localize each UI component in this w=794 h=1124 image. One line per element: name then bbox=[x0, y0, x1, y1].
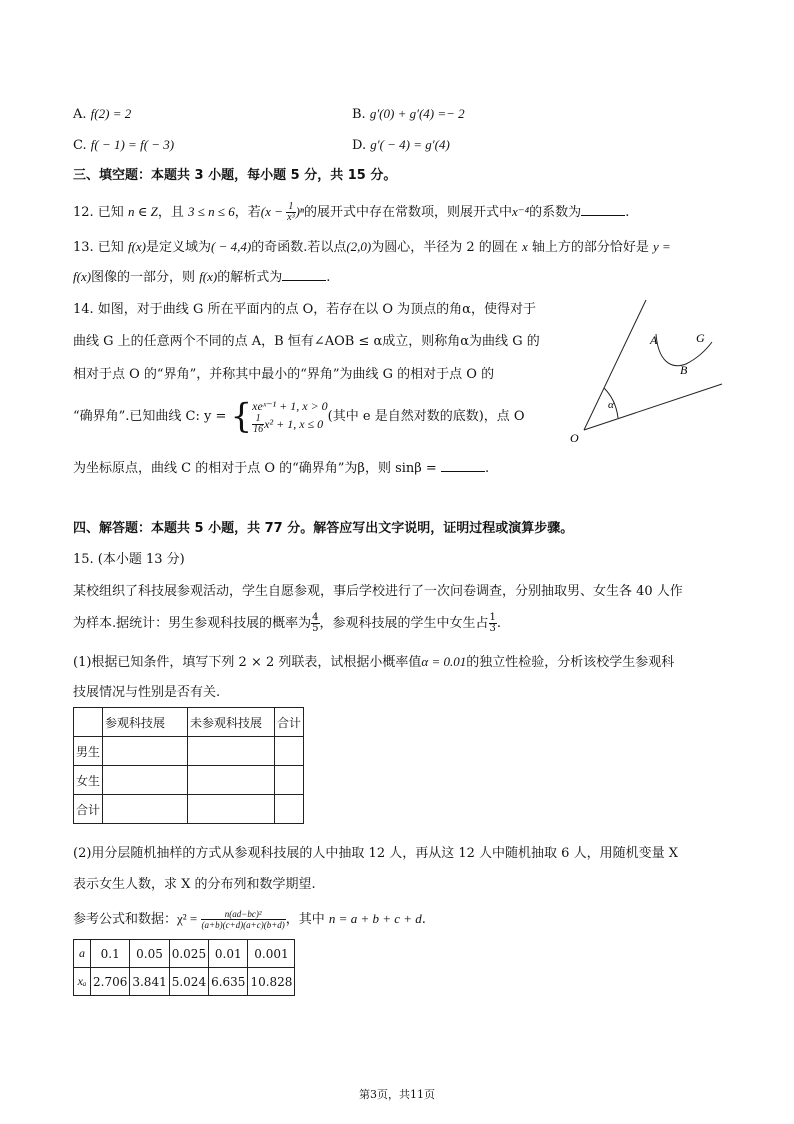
ref-text-b: ，其中 bbox=[285, 912, 329, 927]
q15-line-2 bbox=[73, 610, 501, 638]
q14-line-5 bbox=[73, 459, 489, 478]
q14-brace: { bbox=[230, 396, 253, 437]
figure-upper-ray bbox=[584, 300, 646, 430]
q13-math-2: ( − 4,4) bbox=[211, 239, 252, 254]
q15-text-2a: 为样本.据统计：男生参观科技展的概率为 bbox=[73, 616, 312, 631]
option-b bbox=[352, 106, 465, 122]
q14-line-4 bbox=[73, 398, 525, 436]
q13-math-3: (2,0) bbox=[346, 239, 372, 254]
table-cell[interactable] bbox=[103, 737, 188, 766]
q15-frac-2 bbox=[489, 613, 497, 634]
q15-frac-1-den: 5 bbox=[312, 623, 319, 634]
table-cell[interactable] bbox=[103, 795, 188, 824]
q15-part1-line-1 bbox=[73, 653, 674, 672]
q14-text-4b: (其中 e 是自然对数的底数)，点 O bbox=[327, 409, 525, 424]
option-c-expr: f( − 1) = f( − 3) bbox=[90, 137, 175, 152]
table-cell: 3.841 bbox=[130, 968, 169, 996]
table-row-label: 合计 bbox=[74, 795, 103, 824]
table-row bbox=[74, 766, 304, 795]
contingency-table bbox=[73, 707, 304, 824]
table-header-row bbox=[74, 708, 304, 737]
table-cell: xₐ bbox=[74, 968, 91, 996]
table-cell[interactable] bbox=[275, 795, 304, 824]
q15-frac-2-den: 3 bbox=[489, 623, 496, 634]
figure-label-alpha: α bbox=[608, 399, 614, 411]
table-row-label: 男生 bbox=[74, 737, 103, 766]
q12-text-5: 的系数为 bbox=[529, 205, 582, 220]
q12-math-4: x⁻⁴ bbox=[512, 204, 530, 219]
q13-math-7: f(x) bbox=[199, 269, 218, 284]
option-a-label: A. bbox=[73, 107, 87, 122]
q13-end: . bbox=[326, 270, 331, 285]
q15-line-1: 某校组织了科技展参观活动，学生自愿参观，事后学校进行了一次问卷调查，分别抽取男、女生各 40 人作 bbox=[73, 584, 683, 599]
figure-label-g: G bbox=[696, 331, 705, 345]
table-cell: 10.828 bbox=[248, 968, 295, 996]
q12-math-3b: )ⁿ bbox=[295, 204, 304, 219]
q14-answer-blank[interactable] bbox=[441, 459, 485, 472]
table-row bbox=[74, 795, 304, 824]
option-c-label: C. bbox=[73, 138, 87, 153]
table-cell[interactable] bbox=[275, 766, 304, 795]
table-cell: 6.635 bbox=[209, 968, 248, 996]
q14-frac-num: 1 bbox=[252, 414, 264, 425]
q15-reference bbox=[73, 902, 426, 937]
option-d bbox=[352, 137, 450, 153]
table-cell[interactable] bbox=[188, 737, 275, 766]
table-cell: 0.001 bbox=[248, 940, 295, 968]
q15-part2-line-2: 表示女生人数，求 X 的分布列和数学期望. bbox=[73, 877, 316, 892]
q12-math-2: 3 ≤ n ≤ 6 bbox=[187, 204, 235, 219]
q13-text-4: 为圆心，半径为 2 的圆在 bbox=[371, 240, 522, 255]
table-row bbox=[74, 968, 295, 996]
option-b-expr: g′(0) + g′(4) =− 2 bbox=[369, 106, 465, 121]
option-d-label: D. bbox=[352, 138, 367, 153]
table-cell[interactable] bbox=[103, 766, 188, 795]
figure-lower-ray bbox=[584, 384, 722, 430]
q15-part1-line-2: 技展情况与性别是否有关. bbox=[73, 685, 221, 700]
q13-text-3: 的奇函数.若以点 bbox=[251, 240, 347, 255]
q12-end: . bbox=[625, 205, 630, 220]
q14-line-2: 曲线 G 上的任意两个不同的点 A，B 恒有∠AOB ≤ α成立，则称角α为曲线 G 的 bbox=[73, 334, 540, 349]
q15-p1-text-b: 的独立性检验，分析该校学生参观科 bbox=[466, 655, 675, 670]
q12-frac-den: x³ bbox=[287, 212, 295, 223]
q15-heading: 15. (本小题 13 分) bbox=[73, 552, 185, 567]
section3-title: 三、填空题：本题共 3 小题，每小题 5 分，共 15 分。 bbox=[73, 168, 397, 183]
chi-frac-num: n(ad−bc)² bbox=[201, 909, 286, 920]
q14-line-3: 相对于点 O 的“界角”，并称其中最小的“界角”为曲线 G 的相对于点 O 的 bbox=[73, 367, 495, 382]
critical-values-table bbox=[73, 939, 295, 996]
q15-text-2c: . bbox=[496, 616, 502, 631]
q13-math-4: x bbox=[521, 239, 528, 254]
table-cell[interactable] bbox=[188, 795, 275, 824]
q12-math-1: n ∈ Z bbox=[127, 204, 158, 219]
option-b-label: B. bbox=[352, 107, 366, 122]
question-12 bbox=[73, 200, 629, 225]
q15-frac-1-num: 4 bbox=[312, 612, 319, 623]
q12-text-3: ，若 bbox=[234, 205, 261, 220]
q14-text-4a: “确界角”.已知曲线 C: y = bbox=[73, 409, 231, 424]
table-cell: 0.025 bbox=[169, 940, 208, 968]
table-row bbox=[74, 737, 304, 766]
option-c bbox=[73, 137, 174, 153]
q15-frac-2-num: 1 bbox=[489, 612, 496, 623]
q13-math-6: f(x) bbox=[73, 269, 92, 284]
q14-line-1: 14. 如图，对于曲线 G 所在平面内的点 O，若存在以 O 为顶点的角α，使得对于 bbox=[73, 302, 536, 317]
q14-piece-2-frac bbox=[252, 414, 264, 435]
q13-text-1: 13. 已知 bbox=[73, 240, 128, 255]
q14-piece-1: xeˣ⁻¹ + 1, x > 0 bbox=[252, 399, 328, 413]
chi-frac-den: (a+b)(c+d)(a+c)(b+d) bbox=[201, 920, 285, 930]
q12-answer-blank[interactable] bbox=[581, 203, 625, 216]
table-cell[interactable] bbox=[275, 737, 304, 766]
question-13-line-2 bbox=[73, 268, 330, 287]
q12-text-4: 的展开式中存在常数项，则展开式中 bbox=[304, 205, 513, 220]
q13-math-1: f(x) bbox=[127, 239, 146, 254]
table-corner-cell bbox=[74, 708, 103, 737]
q15-p1-math: α = 0.01 bbox=[421, 654, 467, 669]
table-row bbox=[74, 940, 295, 968]
q14-end: . bbox=[484, 461, 490, 476]
q13-text-2: 是定义域为 bbox=[146, 240, 212, 255]
ref-text-c: . bbox=[421, 912, 426, 927]
q12-text-1: 12. 已知 bbox=[73, 205, 128, 220]
table-header-cell: 参观科技展 bbox=[103, 708, 188, 737]
q13-text-6: 图像的一部分，则 bbox=[91, 270, 200, 285]
table-cell: 0.05 bbox=[130, 940, 169, 968]
figure-label-o: O bbox=[570, 431, 579, 445]
q15-text-2b: ，参观科技展的学生中女生占 bbox=[319, 616, 489, 631]
table-header-cell: 合计 bbox=[275, 708, 304, 737]
ref-math: n = a + b + c + d bbox=[328, 911, 422, 926]
q12-frac-num: 1 bbox=[286, 202, 295, 213]
chi-square-fraction bbox=[201, 909, 286, 930]
q12-fraction bbox=[286, 202, 295, 223]
q14-figure bbox=[560, 292, 730, 452]
option-a-expr: f(2) = 2 bbox=[90, 106, 132, 121]
q13-text-7: 的解析式为 bbox=[217, 270, 283, 285]
q14-piece-2: x² + 1, x ≤ 0 bbox=[264, 417, 324, 431]
table-cell: 2.706 bbox=[91, 968, 130, 996]
option-d-expr: g′( − 4) = g′(4) bbox=[370, 137, 450, 152]
q13-text-5: 轴上方的部分恰好是 bbox=[527, 240, 653, 255]
q12-text-2: ，且 bbox=[157, 205, 188, 220]
page-footer: 第3页，共11页 bbox=[359, 1088, 435, 1101]
chi-square-symbol: χ² = bbox=[177, 911, 201, 926]
table-cell: 0.1 bbox=[91, 940, 130, 968]
question-13-line-1 bbox=[73, 238, 671, 257]
q13-answer-blank[interactable] bbox=[282, 268, 326, 281]
q14-frac-den: 16 bbox=[253, 424, 264, 435]
figure-label-a: A bbox=[650, 333, 658, 347]
q14-text-5: 为坐标原点，曲线 C 的相对于点 O 的“确界角”为β，则 sinβ = bbox=[73, 461, 441, 476]
figure-label-b: B bbox=[680, 363, 688, 377]
q13-math-5: y = bbox=[652, 239, 671, 254]
table-row-label: 女生 bbox=[74, 766, 103, 795]
section4-title: 四、解答题：本题共 5 小题，共 77 分。解答应写出文字说明，证明过程或演算步骤。 bbox=[73, 521, 574, 536]
q15-part2-line-1: (2)用分层随机抽样的方式从参观科技展的人中抽取 12 人，再从这 12 人中随机抽取 6 人，用随机变量 X bbox=[73, 846, 678, 861]
table-cell[interactable] bbox=[188, 766, 275, 795]
q15-p1-text-a: (1)根据已知条件，填写下列 2 × 2 列联表，试根据小概率值 bbox=[73, 655, 422, 670]
table-cell: a bbox=[74, 940, 91, 968]
q15-frac-1 bbox=[311, 613, 319, 634]
table-cell: 0.01 bbox=[209, 940, 248, 968]
table-header-cell: 未参观科技展 bbox=[188, 708, 275, 737]
q14-piecewise bbox=[252, 398, 328, 435]
ref-text-a: 参考公式和数据： bbox=[73, 912, 178, 927]
q12-math-3a: (x − bbox=[260, 204, 287, 219]
table-cell: 5.024 bbox=[169, 968, 208, 996]
option-a bbox=[73, 106, 131, 122]
